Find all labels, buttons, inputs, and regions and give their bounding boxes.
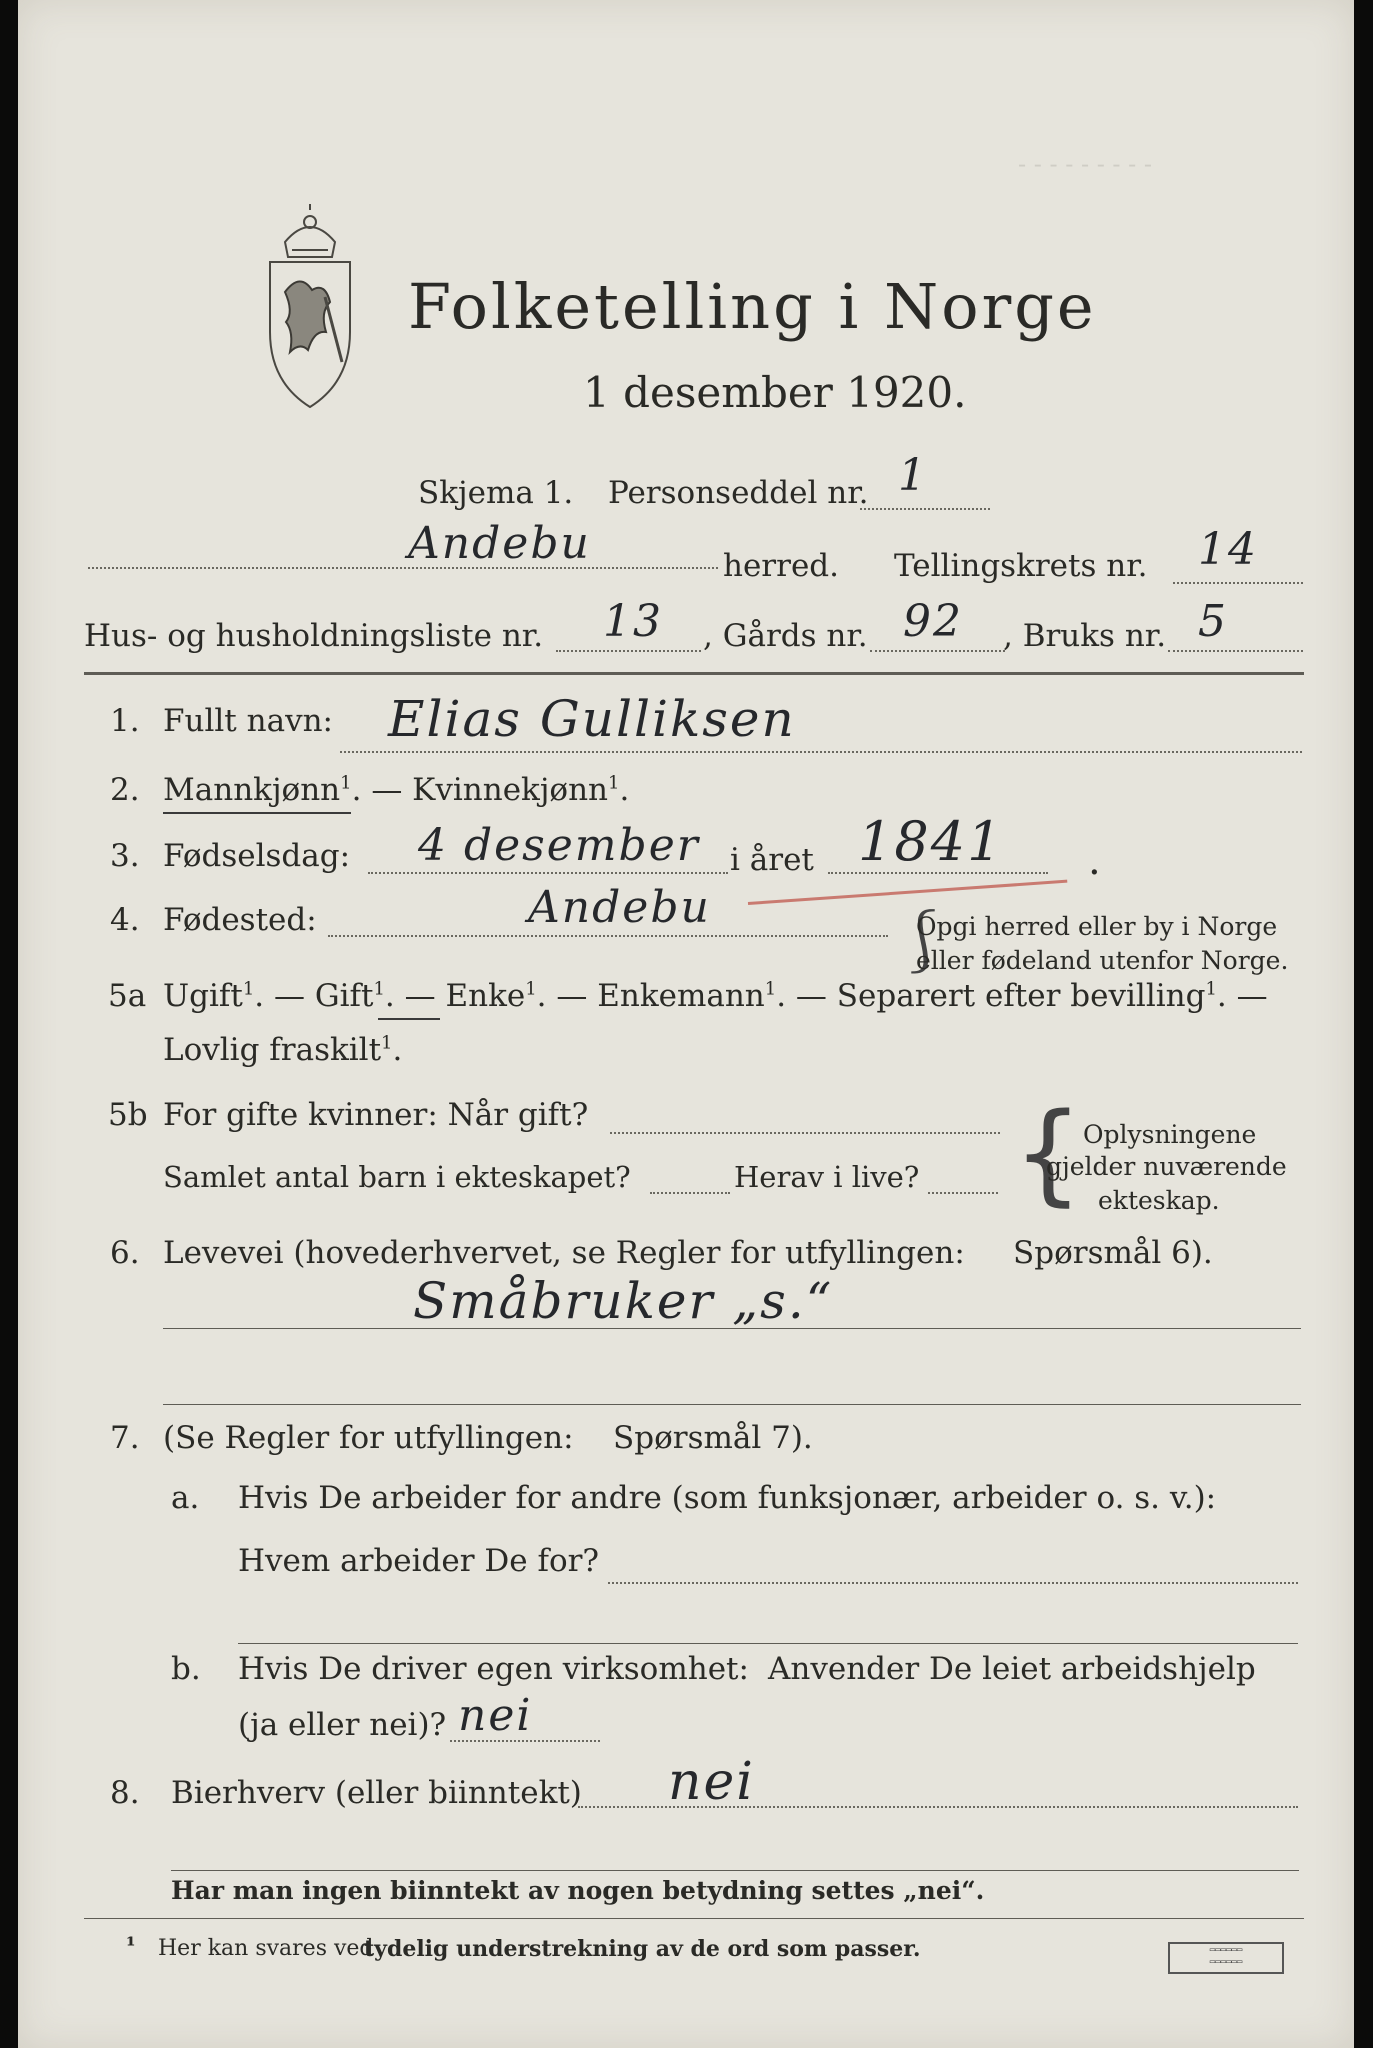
gards-value: 92 xyxy=(903,596,963,647)
q5a-gift: Gift xyxy=(314,978,374,1014)
q5a-sep: . — xyxy=(384,978,446,1014)
q5b-note-line1: Oplysningene xyxy=(1083,1120,1257,1149)
q5a-enkemann: Enkemann xyxy=(597,978,765,1014)
q8-label: Bierhverv (eller biinntekt) xyxy=(171,1775,582,1811)
q5a-lovlig xyxy=(163,1032,402,1068)
q7b-question: (ja eller nei)? xyxy=(238,1707,447,1743)
q5b-line2b-dots xyxy=(928,1192,998,1194)
schema-label: Skjema 1. xyxy=(418,475,574,511)
tellingskrets-value: 14 xyxy=(1198,524,1258,575)
q6-ref: Spørsmål 6). xyxy=(1013,1235,1213,1271)
q3-label: Fødselsdag: xyxy=(163,838,351,874)
q5b-line1: For gifte kvinner: Når gift? xyxy=(163,1097,589,1133)
q4-number: 4. xyxy=(110,902,140,938)
q3-number: 3. xyxy=(110,838,140,874)
personseddel-label: Personseddel nr. xyxy=(608,475,869,511)
bleed-through: - - - - - - - - - xyxy=(1018,150,1153,178)
q7a-letter: a. xyxy=(171,1480,200,1516)
q1-number: 1. xyxy=(110,703,140,739)
q5b-line2a: Samlet antal barn i ekteskapet? xyxy=(163,1160,631,1194)
q6-value: Småbruker „s.“ xyxy=(413,1272,834,1330)
q2-male-underline xyxy=(163,812,351,814)
q5a-sep: . — xyxy=(536,978,598,1014)
footnote-ref: 1 xyxy=(1205,978,1217,1000)
q3-year-label: i året xyxy=(730,842,814,878)
q4-value: Andebu xyxy=(528,882,711,933)
personseddel-value: 1 xyxy=(898,450,928,501)
q4-line xyxy=(328,935,888,937)
q5b-note-line2: gjelder nuværende xyxy=(1046,1152,1287,1181)
q5a-separert: Separert efter bevilling xyxy=(836,978,1206,1014)
q2-end: . xyxy=(619,772,630,808)
tellingskrets-label: Tellingskrets nr. xyxy=(894,548,1148,584)
q5a-lovlig-text: Lovlig fraskilt xyxy=(163,1032,382,1068)
footnote-ref: 1 xyxy=(373,978,385,1000)
q6-label: Levevei (hovederhvervet, se Regler for utfyllingen: xyxy=(163,1235,965,1271)
footnote-ref: 1 xyxy=(242,978,255,1000)
footnote-text-b: tydelig understrekning av de ord som passer. xyxy=(364,1936,921,1962)
q7-number: 7. xyxy=(110,1420,140,1456)
q2-male: Mannkjønn xyxy=(163,772,341,808)
q5b-line1-dots xyxy=(610,1132,1000,1134)
form-date: 1 desember 1920. xyxy=(583,368,967,417)
q2-sep: . — xyxy=(351,772,413,808)
q5a-enke: Enke xyxy=(445,978,526,1014)
q7a-line2 xyxy=(238,1643,1298,1644)
q1-label: Fullt navn: xyxy=(163,703,333,739)
q7b-value: nei xyxy=(458,1690,533,1741)
husliste-line xyxy=(556,650,701,652)
q1-value: Elias Gulliksen xyxy=(388,690,796,748)
q5b-line2a-dots xyxy=(650,1192,730,1194)
q5b-number: 5b xyxy=(108,1097,148,1133)
husliste-value: 13 xyxy=(603,596,663,647)
census-form-sheet xyxy=(18,0,1354,2048)
husliste-label: Hus- og husholdningsliste nr. xyxy=(84,618,544,654)
q5a-sep: . — xyxy=(776,978,837,1014)
q4-note-line1: Opgi herred eller by i Norge xyxy=(916,912,1278,941)
q7a-text: Hvis De arbeider for andre (som funksjonær, arbeider o. s. v.): xyxy=(238,1480,1217,1516)
q5a-options xyxy=(163,978,1268,1014)
herred-line xyxy=(88,567,718,569)
q3-day-line xyxy=(368,872,728,874)
footnote-text-a: Her kan svares ved xyxy=(158,1936,374,1961)
header-divider xyxy=(84,672,1304,675)
q5b-note-line3: ekteskap. xyxy=(1098,1186,1220,1215)
q5a-number: 5a xyxy=(108,978,147,1014)
q2-female: Kvinnekjønn xyxy=(412,772,609,808)
tellingskrets-line xyxy=(1173,582,1303,584)
q2-number: 2. xyxy=(110,772,140,808)
q6-line1 xyxy=(163,1328,1301,1329)
note-biinntekt: Har man ingen biinntekt av nogen betydning settes „nei“. xyxy=(171,1876,985,1905)
q5a-trailing-dash: . — xyxy=(1216,978,1268,1014)
form-title: Folketelling i Norge xyxy=(408,270,1097,343)
q5a-end: . xyxy=(392,1032,403,1068)
q2-options xyxy=(163,772,629,808)
q7a-line1 xyxy=(608,1582,1298,1584)
gards-label: , Gårds nr. xyxy=(703,618,868,654)
footer-divider xyxy=(84,1918,1304,1919)
footnote-ref: 1 xyxy=(381,1032,393,1054)
printer-stamp-icon: ▭▭▭▭▭▭ ▭▭▭▭▭▭ xyxy=(1168,1942,1284,1974)
herred-label: herred. xyxy=(723,548,839,584)
footnote-ref: 1 xyxy=(525,978,537,1000)
coat-of-arms-icon xyxy=(250,202,370,412)
q5b-line2b: Herav i live? xyxy=(734,1160,920,1194)
footnote-ref: 1 xyxy=(340,772,352,794)
personseddel-line xyxy=(860,508,990,510)
q7b-text: Hvis De driver egen virksomhet: xyxy=(238,1651,749,1687)
q7-ref: Spørsmål 7). xyxy=(613,1420,813,1456)
q4-brace: ⎰ xyxy=(892,905,955,978)
gards-line xyxy=(870,650,1005,652)
bruks-label: , Bruks nr. xyxy=(1003,618,1167,654)
q8-number: 8. xyxy=(110,1775,140,1811)
q7-label: (Se Regler for utfyllingen: xyxy=(163,1420,574,1456)
bruks-line xyxy=(1168,650,1303,652)
q7b-letter: b. xyxy=(171,1651,201,1687)
q4-note-line2: eller fødeland utenfor Norge. xyxy=(916,946,1289,975)
q5a-sep: . — xyxy=(254,978,315,1014)
q3-period: . xyxy=(1088,838,1101,884)
q7a-question: Hvem arbeider De for? xyxy=(238,1543,600,1579)
q3-day-value: 4 desember xyxy=(418,820,700,871)
q5b-brace: { xyxy=(1013,1089,1083,1217)
herred-value: Andebu xyxy=(408,518,591,569)
footnote-ref: 1 xyxy=(764,978,777,1000)
q5a-gift-underline xyxy=(378,1018,440,1020)
q8-line2 xyxy=(171,1870,1299,1871)
q3-year-value: 1841 xyxy=(858,810,1004,873)
q8-value: nei xyxy=(668,1752,755,1812)
q4-label: Fødested: xyxy=(163,902,317,938)
bruks-value: 5 xyxy=(1198,596,1228,647)
footnote-mark: ¹ xyxy=(126,1933,136,1959)
q1-line xyxy=(340,751,1302,753)
q5a-ugift: Ugift xyxy=(163,978,243,1014)
q6-line2 xyxy=(163,1404,1301,1405)
footnote-ref: 1 xyxy=(608,772,620,794)
q6-number: 6. xyxy=(110,1235,140,1271)
q7b-text2: Anvender De leiet arbeidshjelp xyxy=(768,1651,1256,1687)
